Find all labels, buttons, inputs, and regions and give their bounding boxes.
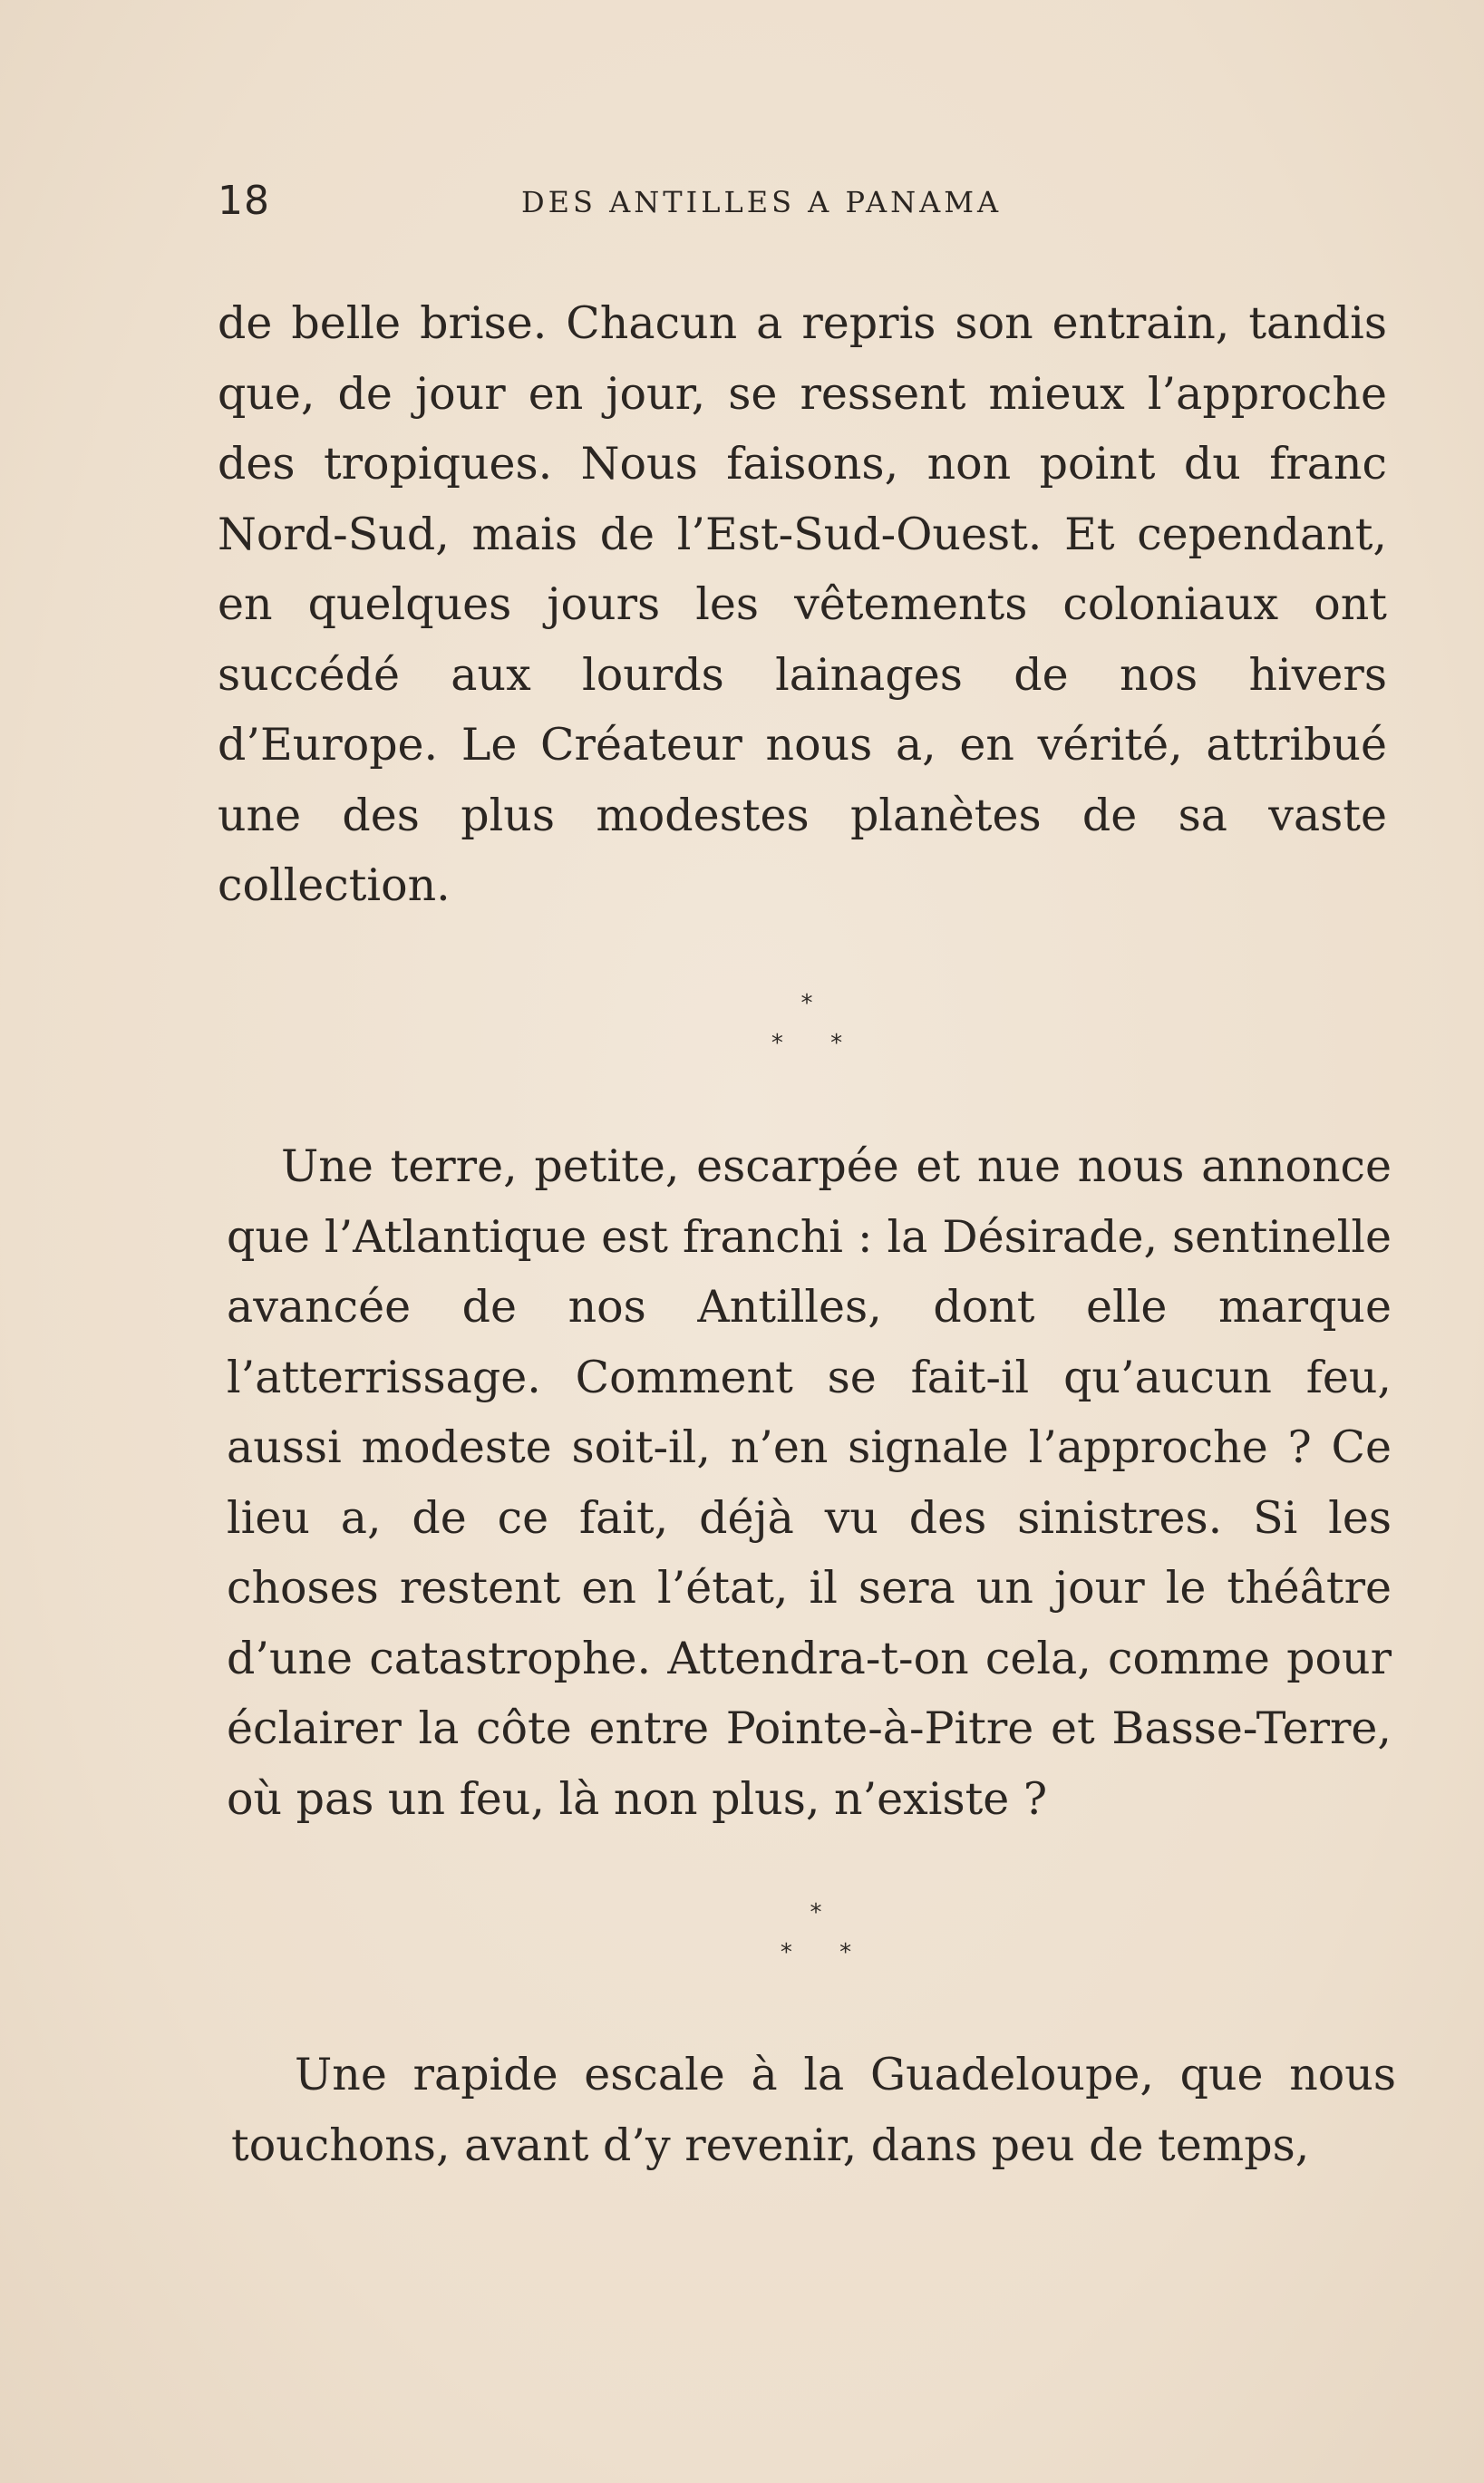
asterism-top: * [800,990,813,1017]
section-break-asterism [725,1899,907,1981]
section-break-asterism [716,990,897,1072]
asterism-bottom: * * [780,1939,872,1966]
paragraph-2: Une terre, petite, escarpée et nue nous annonce que l’Atlantique est franchi : la Désirade, sentinelle avancée de nos Antilles, dont elle marque l’atterrissage. Comment se fait-il qu’aucun feu, aussi modeste soit-il, n’en signale l’approche ? Ce lieu a, de ce fait, déjà vu des sinistres. Si les choses restent en l’état, il sera un jour le théâtre d’une catastrophe. Attendra-t-on cela, comme pour éclairer la côte entre Pointe-à-Pitre et Basse-Terre, où pas un feu, là non plus, n’existe ? [227,1140,1392,1825]
paragraph-1: de belle brise. Chacun a repris son entrain, tandis que, de jour en jour, se ressent mieux l’approche des tropiques. Nous faisons, non point du franc Nord-Sud, mais de l’Est-Sud-Ouest. Et cependant, en quelques jours les vêtements coloniaux ont succédé aux lourds lainages de nos hivers d’Europe. Le Créateur nous a, en vérité, attribué une des plus modestes planètes de sa vaste collection. [218,297,1387,911]
asterism-top: * [810,1899,822,1926]
paragraph-3: Une rapide escale à la Guadeloupe, que nous touchons, avant d’y revenir, dans peu de temps, [231,2049,1396,2171]
running-title: DES ANTILLES A PANAMA [521,185,1003,219]
page-header [218,178,1387,232]
asterism-bottom: * * [771,1030,863,1057]
page-number: 18 [218,178,270,224]
